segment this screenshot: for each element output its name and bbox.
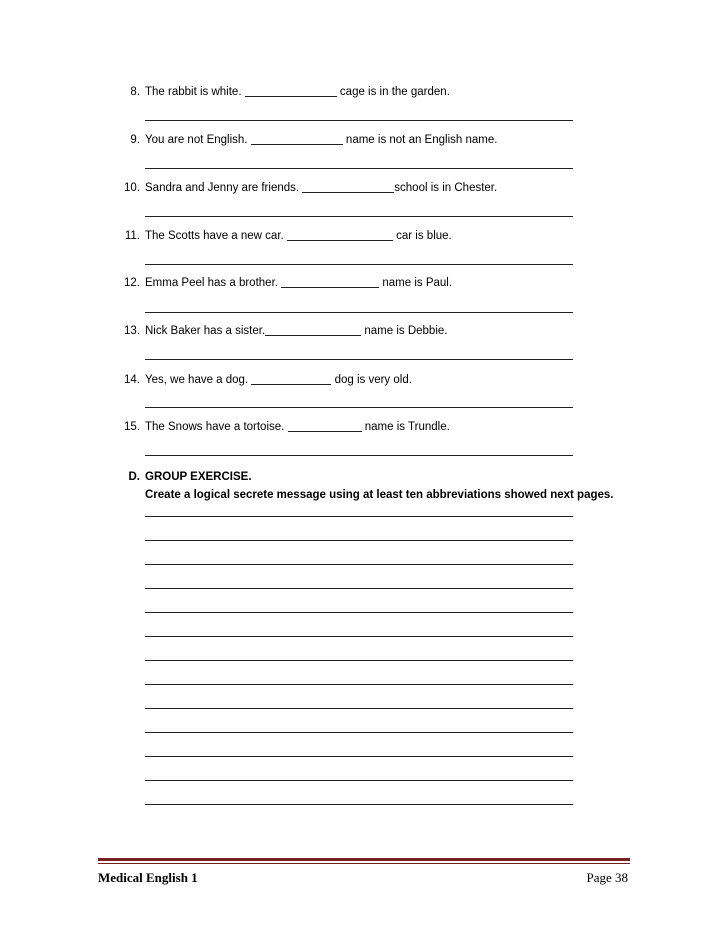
writing-line — [145, 684, 573, 685]
writing-line — [145, 804, 573, 805]
exercise-item — [0, 180, 728, 196]
writing-line — [145, 756, 573, 757]
footer-page-number: Page 38 — [586, 870, 628, 885]
answer-line — [145, 120, 573, 121]
item-sentence — [145, 275, 452, 291]
sentence-before: Nick Baker has a sister. — [145, 325, 266, 337]
footer-course-title: Medical English 1 — [98, 870, 198, 885]
writing-line — [145, 780, 573, 781]
footer-rule-thick — [98, 858, 630, 861]
writing-line — [145, 660, 573, 661]
sentence-before: The Snows have a tortoise. — [145, 421, 285, 433]
answer-line — [145, 312, 573, 313]
exercise-item — [0, 275, 728, 291]
answer-blank — [302, 192, 394, 193]
sentence-after: dog is very old. — [334, 374, 412, 386]
writing-line — [145, 636, 573, 637]
exercise-item — [0, 419, 728, 435]
sentence-after: cage is in the garden. — [339, 86, 450, 98]
exercise-item — [0, 323, 728, 339]
answer-line — [145, 407, 573, 408]
item-number: 10. — [124, 182, 140, 194]
writing-line — [145, 540, 573, 541]
answer-line — [145, 359, 573, 360]
item-number: 11. — [124, 230, 140, 242]
sentence-before: Emma Peel has a brother. — [145, 277, 278, 289]
writing-line — [145, 708, 573, 709]
item-sentence — [145, 372, 412, 388]
item-sentence — [145, 228, 452, 244]
sentence-after: school is in Chester. — [394, 182, 498, 194]
sentence-before: The rabbit is white. — [145, 86, 242, 98]
writing-line — [145, 564, 573, 565]
item-number: 8. — [130, 86, 140, 98]
answer-line — [145, 264, 573, 265]
sentence-before: Yes, we have a dog. — [145, 374, 249, 386]
sentence-after: name is not an English name. — [345, 134, 498, 146]
exercise-item — [0, 372, 728, 388]
sentence-before: The Scotts have a new car. — [145, 230, 284, 242]
writing-line — [145, 612, 573, 613]
sentence-after: name is Paul. — [382, 277, 453, 289]
answer-blank — [287, 240, 393, 241]
answer-blank — [288, 431, 362, 432]
section-letter: D. — [128, 471, 140, 483]
item-sentence — [145, 323, 447, 339]
item-sentence — [145, 132, 497, 148]
item-number: 13. — [124, 325, 140, 337]
answer-line — [145, 455, 573, 456]
answer-blank — [245, 96, 337, 97]
exercise-item — [0, 84, 728, 100]
writing-line — [145, 588, 573, 589]
exercise-item — [0, 132, 728, 148]
item-number: 12. — [124, 277, 140, 289]
answer-blank — [265, 335, 361, 336]
sentence-before: You are not English. — [145, 134, 248, 146]
writing-line — [145, 516, 573, 517]
section-heading — [0, 469, 728, 485]
item-number: 14. — [124, 374, 140, 386]
item-number: 15. — [124, 421, 140, 433]
exercise-item — [0, 228, 728, 244]
section-title: GROUP EXERCISE. — [145, 471, 252, 483]
writing-line — [145, 732, 573, 733]
sentence-after: car is blue. — [396, 230, 452, 242]
item-number: 9. — [130, 134, 140, 146]
sentence-before: Sandra and Jenny are friends. — [145, 182, 300, 194]
answer-blank — [281, 287, 379, 288]
item-sentence — [145, 419, 450, 435]
answer-blank — [251, 384, 331, 385]
sentence-after: name is Debbie. — [364, 325, 448, 337]
item-sentence — [145, 84, 450, 100]
answer-blank — [251, 144, 343, 145]
item-sentence — [145, 180, 497, 196]
section-instruction: Create a logical secrete message using at least ten abbreviations showed next pages. — [145, 489, 614, 501]
answer-line — [145, 168, 573, 169]
sentence-after: name is Trundle. — [364, 421, 450, 433]
answer-line — [145, 216, 573, 217]
footer-rule-thin — [98, 863, 630, 864]
